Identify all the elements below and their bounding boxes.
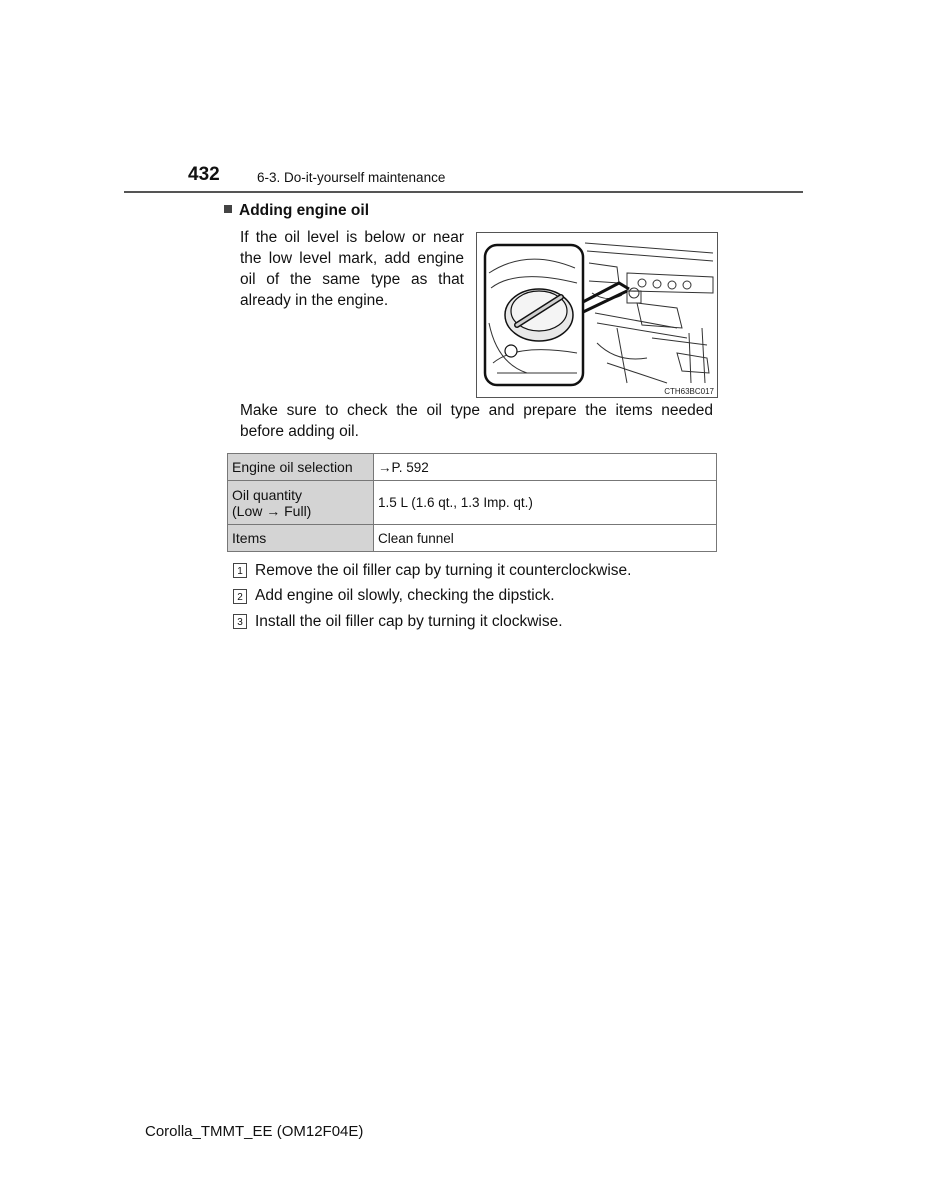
step-item <box>233 584 713 610</box>
oil-filler-cap-figure <box>476 232 718 398</box>
table-value-cell: Clean funnel <box>374 525 717 552</box>
square-bullet-icon <box>224 205 232 213</box>
intro-paragraph: If the oil level is below or near the low level mark, add engine oil of the same type as that already in the engine. <box>240 229 464 309</box>
table-label-cell: Items <box>228 525 374 552</box>
subheading-text: Adding engine oil <box>239 202 370 219</box>
note-paragraph: Make sure to check the oil type and prepare the items needed before adding oil. <box>240 402 713 440</box>
page-number: 432 <box>188 164 220 185</box>
oil-filler-cap-illustration-icon <box>477 233 717 397</box>
section-title: 6-3. Do-it-yourself maintenance <box>257 170 446 185</box>
subheading <box>224 202 369 220</box>
table-row <box>228 525 717 552</box>
step-text: Remove the oil filler cap by turning it counterclockwise. <box>255 561 632 579</box>
table-value-cell: →P. 592 <box>374 454 717 481</box>
step-item <box>233 609 713 635</box>
label-line: Oil quantity <box>232 486 303 503</box>
table-row <box>228 454 717 481</box>
label-line: (Low → Full) <box>232 502 312 519</box>
steps-list <box>233 558 713 635</box>
table-row <box>228 481 717 525</box>
footer-doc-id: Corolla_TMMT_EE (OM12F04E) <box>145 1123 364 1140</box>
step-number-box: 2 <box>233 589 247 604</box>
table-label-cell <box>228 481 374 525</box>
header-rule <box>124 191 803 193</box>
step-text: Install the oil filler cap by turning it clockwise. <box>255 612 563 630</box>
figure-code: CTH63BC017 <box>664 387 714 396</box>
step-text: Add engine oil slowly, checking the dipstick. <box>255 587 555 605</box>
table-label-cell: Engine oil selection <box>228 454 374 481</box>
step-number-box: 1 <box>233 563 247 578</box>
step-number-box: 3 <box>233 614 247 629</box>
oil-spec-table <box>227 453 717 552</box>
step-item <box>233 558 713 584</box>
table-value-cell: 1.5 L (1.6 qt., 1.3 Imp. qt.) <box>374 481 717 525</box>
